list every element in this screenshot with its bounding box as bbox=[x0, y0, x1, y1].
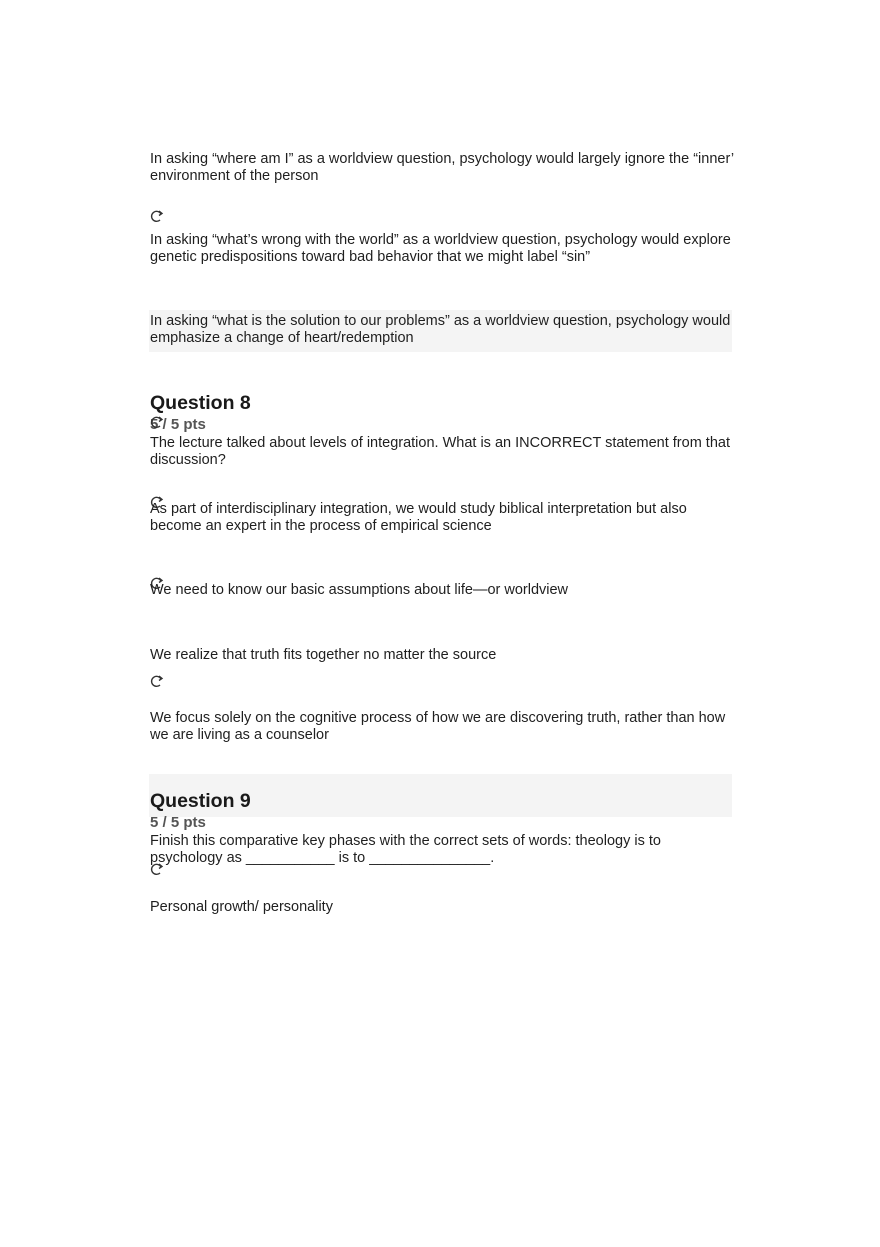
answer-option-text: In asking “what is the solution to our problems” as a worldview question, psychology would emphasize a change of heart/redemption bbox=[150, 313, 731, 346]
answer-option-text: Personal growth/ personality bbox=[150, 899, 333, 915]
question-points: 5 / 5 pts bbox=[150, 416, 206, 433]
radio-refresh-icon[interactable] bbox=[150, 210, 164, 224]
answer-option-text: In asking “where am I” as a worldview question, psychology would largely ignore the “inner’ environment of the person bbox=[150, 151, 734, 184]
radio-refresh-icon[interactable] bbox=[150, 416, 164, 430]
radio-refresh-icon[interactable] bbox=[150, 863, 164, 877]
answer-option-text: In asking “what’s wrong with the world” as a worldview question, psychology would explore genetic predispositions toward bad behavior that we might label “sin” bbox=[150, 232, 731, 265]
answer-option-text: We focus solely on the cognitive process of how we are discovering truth, rather than how we are living as a counselor bbox=[150, 710, 726, 743]
answer-option-text: We realize that truth fits together no matter the source bbox=[150, 647, 497, 663]
question-title: Question 9 bbox=[150, 790, 251, 812]
question-prompt: The lecture talked about levels of integration. What is an INCORRECT statement from that discussion? bbox=[150, 435, 730, 468]
answer-option-text: We need to know our basic assumptions about life—or worldview bbox=[150, 582, 569, 598]
question-points: 5 / 5 pts bbox=[150, 814, 206, 831]
answer-option-text: As part of interdisciplinary integration, we would study biblical interpretation but also become an expert in the process of empirical science bbox=[150, 501, 687, 534]
question-title: Question 8 bbox=[150, 392, 251, 414]
radio-refresh-icon[interactable] bbox=[150, 675, 164, 689]
question-prompt: Finish this comparative key phases with the correct sets of words: theology is to psychology as ___________ is to _______________. bbox=[150, 833, 661, 866]
